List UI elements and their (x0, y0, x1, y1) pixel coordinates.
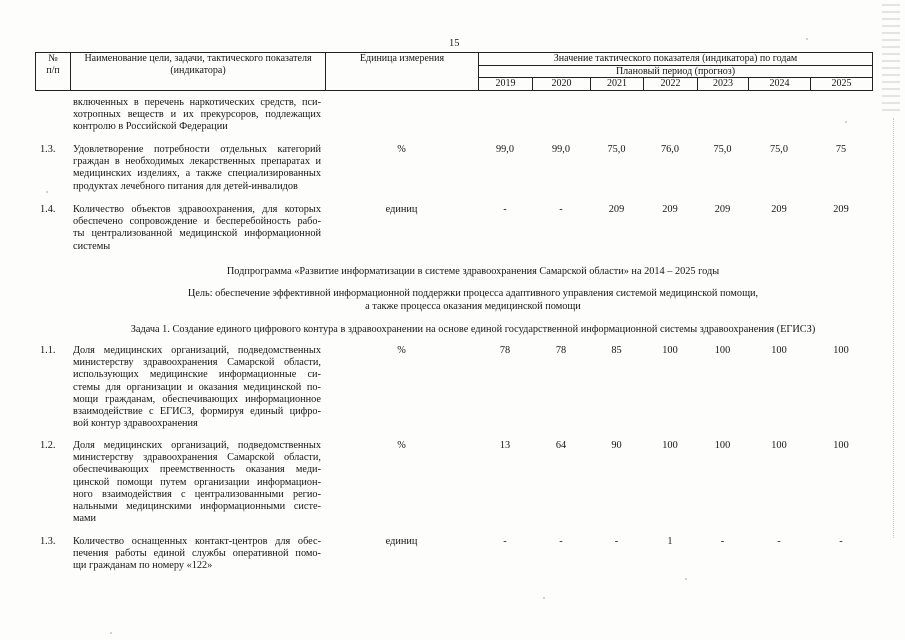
indicator-unit: % (397, 345, 406, 356)
goal-line: Цель: обеспечение эффективной информационной поддержки процесса адаптивного управления системой медицинской помощи, (187, 288, 759, 299)
header-unit-label: Единица измерения (359, 53, 445, 64)
subprogram-task (38, 323, 905, 336)
indicator-unit: единиц (385, 204, 418, 215)
scan-speck (845, 121, 847, 123)
subprogram-title (38, 265, 905, 278)
value-2023: 100 (714, 440, 731, 451)
page-number: 15 (449, 38, 460, 49)
scan-speck (806, 38, 808, 40)
value-2019: 78 (499, 345, 511, 356)
value-2023: - (720, 536, 725, 547)
name-line: Доля медицинских организаций, подведомственных (73, 440, 321, 451)
name-line: вой контур здравоохранения (73, 418, 198, 430)
name-line: обеспечено сопровождение и бесперебойность рабо- (73, 216, 321, 228)
name-line: Количество объектов здравоохранения, для которых (73, 204, 321, 215)
indicator-number: 1.2. (40, 440, 56, 451)
value-2021: 85 (611, 345, 622, 356)
indicator-table-header (35, 52, 873, 91)
name-line: ного взаимодействия с централизованными регио- (73, 488, 321, 500)
header-name-cell (71, 53, 326, 91)
value-2020: 99,0 (551, 144, 571, 155)
indicator-name (73, 204, 321, 253)
value-2025: 100 (833, 345, 849, 356)
year-header-2021: 2021 (591, 78, 644, 91)
value-2023: 209 (714, 204, 731, 215)
value-2021: 209 (608, 204, 625, 215)
indicator-name (73, 97, 321, 134)
name-line: министерству здравоохранения Самарской области, (73, 452, 321, 464)
value-2020: 64 (555, 440, 567, 451)
name-line: хотропных веществ и их прекурсоров, подлежащих (73, 109, 321, 121)
name-line: нальными медицинскими информационными систе- (73, 500, 321, 512)
header-name-sublabel: (индикатора) (170, 65, 226, 77)
name-line: использующих медицинские информационные си- (73, 369, 321, 381)
indicator-name (73, 345, 321, 430)
indicator-unit: единиц (385, 536, 418, 547)
value-2021: 90 (611, 440, 622, 451)
name-line: мощи гражданам, обеспечивающих информационное (73, 393, 321, 405)
year-header-2025: 2025 (811, 78, 873, 91)
header-name-label: Наименование цели, задачи, тактического показателя (84, 53, 312, 64)
value-2024: - (777, 536, 781, 547)
name-line: взаимодействие с ЕГИСЗ, формируя единый цифро- (73, 405, 321, 417)
scan-speck (110, 632, 112, 634)
indicator-unit: % (397, 144, 406, 155)
value-2021: - (614, 536, 619, 547)
name-line: стемы для организации и оказания медицинской по- (73, 381, 321, 393)
header-number-cell (36, 53, 71, 91)
name-line: продуктах лечебного питания для детей-инвалидов (73, 180, 298, 192)
value-2025: 209 (833, 204, 849, 215)
value-2024: 100 (771, 345, 787, 356)
value-2023: 100 (714, 345, 731, 356)
name-line: цинской помощи путем организации информацион- (73, 476, 321, 488)
indicator-name (73, 440, 321, 525)
year-header-2022: 2022 (644, 78, 698, 91)
value-2020: 78 (555, 345, 567, 356)
indicator-unit: % (397, 440, 406, 451)
value-2022: 100 (662, 440, 678, 451)
indicator-name (73, 144, 321, 193)
value-2022: 76,0 (660, 144, 680, 155)
subprogram-title-text: Подпрограмма «Развитие информатизации в системе здравоохранения Самарской области» на 2014 – 2025 годы (226, 266, 720, 277)
scan-edge-noise (882, 4, 900, 114)
name-line: министерству здравоохранения Самарской области, (73, 357, 321, 369)
value-2022: 100 (662, 345, 678, 356)
name-line: контролю в Российской Федерации (73, 121, 228, 133)
year-header-2020: 2020 (533, 78, 591, 91)
task-text: Задача 1. Создание единого цифрового контура в здравоохранении на основе единой государственной информационной системы здравоохранения (ЕГИСЗ) (130, 324, 816, 335)
header-number-sublabel: п/п (46, 65, 60, 77)
name-line: мами (73, 513, 97, 525)
value-2019: 13 (499, 440, 511, 451)
header-number-label: № (48, 53, 58, 64)
name-line: медицинских изделиях, а также специализированных (73, 168, 321, 180)
name-line: граждан в необходимых лекарственных препаратах и (73, 156, 321, 168)
year-header-2023: 2023 (698, 78, 749, 91)
value-2025: 100 (833, 440, 849, 451)
value-2021: 75,0 (607, 144, 626, 155)
name-line: системы (73, 240, 111, 252)
name-line: печения работы единой службы оперативной помо- (73, 548, 321, 560)
value-2020: - (559, 536, 563, 547)
indicator-number: 1.1. (40, 345, 56, 356)
value-2019: - (503, 536, 507, 547)
subprogram-goal (38, 287, 905, 313)
indicator-name (73, 536, 321, 573)
name-line: Удовлетворение потребности отдельных категорий (73, 144, 321, 155)
name-line: обеспечивающих преемственность оказания меди- (73, 464, 321, 476)
value-2024: 209 (771, 204, 787, 215)
indicator-number: 1.4. (40, 204, 56, 215)
value-2020: - (559, 204, 563, 215)
value-2025: 75 (835, 144, 847, 155)
value-2019: - (503, 204, 507, 215)
goal-line: а также процесса оказания медицинской помощи (365, 301, 581, 312)
name-line: Доля медицинских организаций, подведомственных (73, 345, 321, 356)
year-header-2019: 2019 (479, 78, 533, 91)
scan-speck (543, 597, 545, 599)
indicator-number: 1.3. (40, 144, 56, 155)
indicator-number: 1.3. (40, 536, 56, 547)
name-line: щи гражданам по номеру «122» (73, 560, 213, 572)
name-line: ты централизованной медицинской информационной (73, 228, 321, 240)
scan-speck (685, 578, 687, 580)
header-unit-cell (326, 53, 479, 91)
value-2025: - (839, 536, 843, 547)
value-2019: 99,0 (495, 144, 515, 155)
value-2024: 75,0 (769, 144, 789, 155)
name-line: Количество оснащенных контакт-центров для обес- (73, 536, 321, 547)
value-2023: 75,0 (713, 144, 732, 155)
value-2024: 100 (771, 440, 787, 451)
scan-speck (46, 191, 48, 193)
value-2022: 209 (662, 204, 678, 215)
value-2022: 1 (667, 536, 673, 547)
year-header-2024: 2024 (749, 78, 811, 91)
name-line: включенных в перечень наркотических средств, пси- (73, 97, 321, 108)
header-planned-period: Плановый период (прогноз) (479, 65, 873, 78)
header-values-title: Значение тактического показателя (индикатора) по годам (479, 53, 873, 66)
